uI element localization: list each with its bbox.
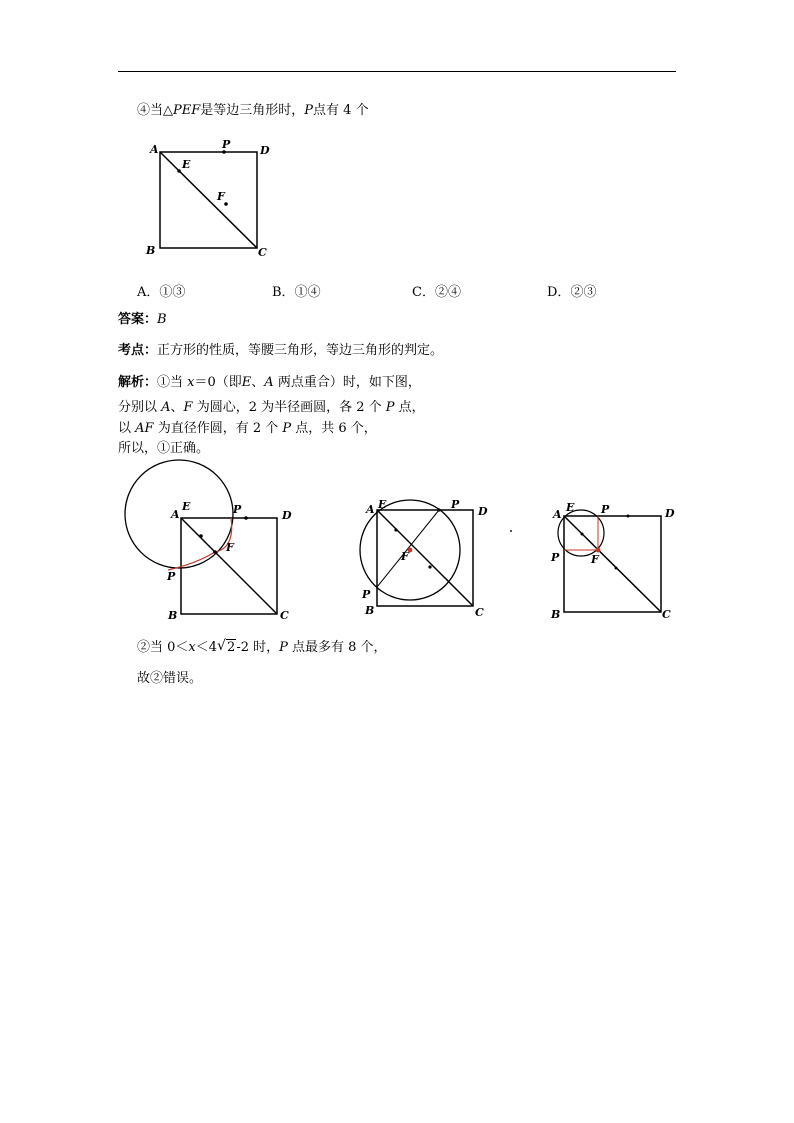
chord xyxy=(377,510,439,587)
point-mid xyxy=(199,534,203,538)
case-2-line: ②当 0＜x＜4 √ 2-2 时，P 点最多有 8 个， xyxy=(137,638,387,655)
label-p-left: P xyxy=(167,570,176,583)
jiexi-line-2: 分别以 A、F 为圆心，2 为半径画圆，各 2 个 P 点， xyxy=(118,400,425,415)
option-c: C．②④ xyxy=(412,285,461,300)
jiexi-label: 解析： xyxy=(118,375,158,390)
label-a: A xyxy=(553,508,562,521)
label-c: C xyxy=(475,606,484,619)
text: 是等边三角形时， xyxy=(200,103,305,118)
label-p-left: P xyxy=(551,551,560,564)
label-a: A xyxy=(366,503,375,516)
label-e: E xyxy=(182,500,191,513)
point-p-top xyxy=(437,508,440,511)
label-a: A xyxy=(150,143,159,156)
var-pef: PEF xyxy=(173,103,201,118)
label-c: C xyxy=(662,608,671,621)
answer-line xyxy=(118,311,167,329)
label-d: D xyxy=(665,507,675,520)
label-d: D xyxy=(260,144,270,157)
diagonal-ac xyxy=(377,510,473,606)
point-mid xyxy=(428,565,431,568)
dot-mark xyxy=(510,530,512,532)
kaodian-text: 正方形的性质，等腰三角形，等边三角形的判定。 xyxy=(157,343,444,358)
label-e: E xyxy=(182,158,191,171)
point-f xyxy=(213,550,217,554)
jiexi-line-1: 解析：①当 x＝0（即E、A 两点重合）时，如下图， xyxy=(118,375,421,390)
answer-value: B xyxy=(157,312,167,327)
label-b: B xyxy=(146,244,156,257)
text: ④当△ xyxy=(137,103,173,118)
label-a: A xyxy=(171,508,180,521)
label-e: E xyxy=(566,501,575,514)
label-f: F xyxy=(226,541,234,554)
label-c: C xyxy=(258,246,267,259)
label-c: C xyxy=(280,609,289,622)
point-mid xyxy=(581,533,584,536)
point-p-top xyxy=(627,515,630,518)
label-b: B xyxy=(365,604,375,617)
option-b: B．①④ xyxy=(272,285,321,300)
option-d: D．②③ xyxy=(547,285,597,300)
statement-4 xyxy=(137,102,369,120)
point-lower xyxy=(615,567,618,570)
text: 点有 4 个 xyxy=(313,103,369,118)
label-f: F xyxy=(401,550,409,563)
diagonal-ac xyxy=(564,516,661,612)
point-p-top xyxy=(244,516,248,520)
label-p-top: P xyxy=(451,498,460,511)
point-e xyxy=(177,169,181,173)
label-b: B xyxy=(168,609,178,622)
diagonal-ac xyxy=(160,152,257,248)
kaodian-label: 考点： xyxy=(118,343,158,358)
label-p: P xyxy=(222,138,231,151)
option-a: A．①③ xyxy=(137,285,186,300)
figure-circle-a xyxy=(115,462,315,627)
answer-label: 答案： xyxy=(118,312,158,327)
point-e xyxy=(394,528,397,531)
jiexi-line-3: 以 AF 为直径作圆，有 2 个 P 点，共 6 个， xyxy=(118,421,377,436)
case-2-conclusion: 故②错误。 xyxy=(137,671,203,686)
label-p-top: P xyxy=(601,503,610,516)
label-f: F xyxy=(217,190,225,203)
figure-square-1 xyxy=(140,138,290,263)
figure-circle-af xyxy=(545,495,685,625)
sqrt-2: √ 2 xyxy=(217,638,236,655)
label-p-left: P xyxy=(362,588,371,601)
label-d: D xyxy=(282,509,292,522)
var-p: P xyxy=(304,103,314,118)
figure-circle-f xyxy=(355,492,495,622)
point-f xyxy=(596,548,601,553)
label-e: E xyxy=(378,498,387,511)
kaodian-line xyxy=(118,342,443,360)
label-d: D xyxy=(478,505,488,518)
jiexi-line-4: 所以，①正确。 xyxy=(118,441,210,456)
label-p-top: P xyxy=(233,503,242,516)
label-f: F xyxy=(591,553,599,566)
label-b: B xyxy=(551,608,561,621)
header-rule xyxy=(118,71,676,72)
